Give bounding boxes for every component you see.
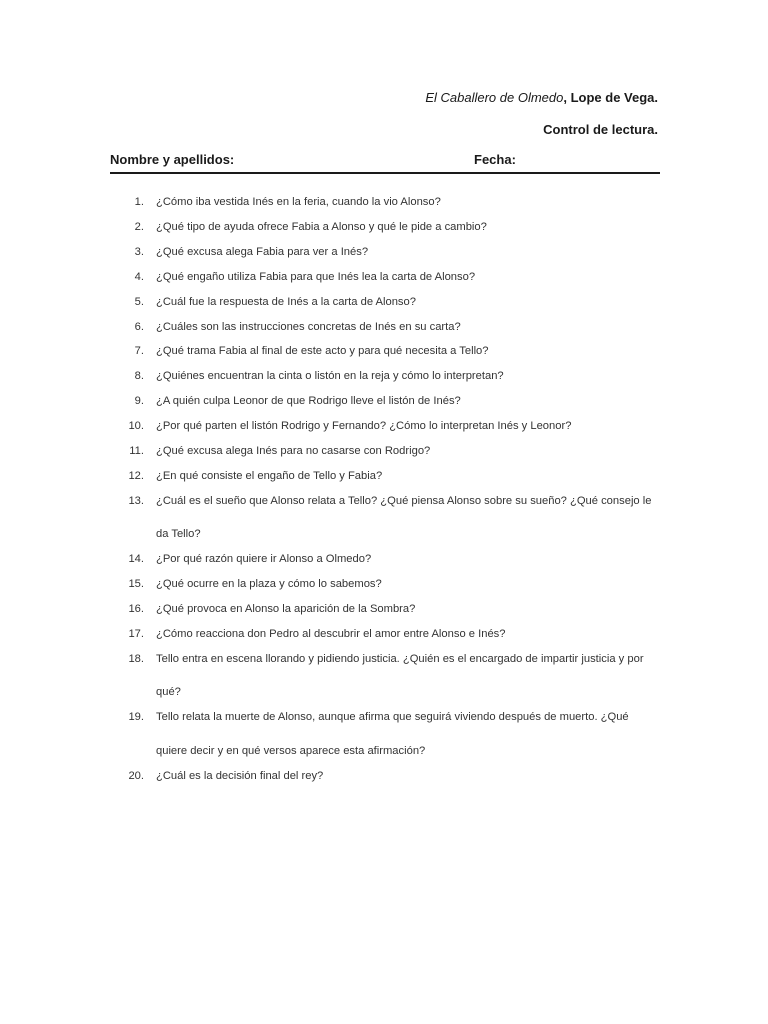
question-text: ¿Qué provoca en Alonso la aparición de la Sombra? <box>156 603 416 616</box>
question-number: 9. <box>134 395 144 408</box>
question-number: 1. <box>134 196 144 208</box>
question-item-20 <box>110 760 660 794</box>
question-number: 18. <box>128 652 144 665</box>
question-number: 19. <box>128 711 144 724</box>
question-number: 17. <box>128 628 144 640</box>
question-text: ¿Cómo iba vestida Inés en la feria, cuando la vio Alonso? <box>156 196 441 208</box>
question-text: ¿Qué engaño utiliza Fabia para que Inés lea la carta de Alonso? <box>156 270 476 283</box>
question-number: 14. <box>128 553 144 566</box>
question-number: 4. <box>134 270 144 283</box>
question-number: 12. <box>128 469 144 482</box>
question-number: 5. <box>134 295 144 308</box>
question-text: ¿Por qué razón quiere ir Alonso a Olmedo? <box>156 553 372 566</box>
document-title <box>425 90 658 105</box>
question-number: 10. <box>128 420 144 433</box>
question-text: ¿En qué consiste el engaño de Tello y Fabia? <box>156 469 383 482</box>
question-number: 8. <box>134 370 144 383</box>
question-text: Tello relata la muerte de Alonso, aunque afirma que seguirá viviendo después de muerto. ¿Qué quiere decir y en qué versos aparece esta afirmación? <box>156 711 629 757</box>
student-fields-line <box>110 152 660 174</box>
question-number: 13. <box>128 494 144 507</box>
question-text: Tello entra en escena llorando y pidiendo justicia. ¿Quién es el encargado de impartir justicia y por qué? <box>156 652 644 699</box>
question-list <box>110 186 660 793</box>
question-text: ¿A quién culpa Leonor de que Rodrigo lleve el listón de Inés? <box>156 395 461 408</box>
author-name: , Lope de Vega. <box>563 90 658 105</box>
question-item-13 <box>110 485 660 552</box>
question-text: ¿Qué tipo de ayuda ofrece Fabia a Alonso y qué le pide a cambio? <box>156 220 487 233</box>
question-text: ¿Cómo reacciona don Pedro al descubrir el amor entre Alonso e Inés? <box>156 628 506 640</box>
work-title: El Caballero de Olmedo <box>425 90 564 105</box>
question-text: ¿Qué excusa alega Inés para no casarse con Rodrigo? <box>156 445 431 458</box>
question-text: ¿Cuál fue la respuesta de Inés a la carta de Alonso? <box>156 295 416 308</box>
question-text: ¿Cuáles son las instrucciones concretas de Inés en su carta? <box>156 320 461 333</box>
date-field-label: Fecha: <box>474 152 516 167</box>
question-text: ¿Qué ocurre en la plaza y cómo lo sabemos? <box>156 578 382 591</box>
question-text: ¿Por qué parten el listón Rodrigo y Fernando? ¿Cómo lo interpretan Inés y Leonor? <box>156 420 572 433</box>
question-number: 2. <box>134 220 144 233</box>
question-item-19 <box>110 701 660 768</box>
question-text: ¿Quiénes encuentran la cinta o listón en la reja y cómo lo interpretan? <box>156 370 504 383</box>
question-number: 11. <box>129 445 144 458</box>
question-number: 15. <box>128 578 144 591</box>
document-subtitle: Control de lectura. <box>543 122 658 137</box>
question-number: 7. <box>134 345 144 358</box>
question-number: 16. <box>128 603 144 616</box>
question-text: ¿Qué trama Fabia al final de este acto y para qué necesita a Tello? <box>156 345 489 358</box>
question-item-18 <box>110 643 660 710</box>
question-number: 6. <box>134 320 144 333</box>
name-field-label: Nombre y apellidos: <box>110 152 235 167</box>
question-text: ¿Qué excusa alega Fabia para ver a Inés? <box>156 245 369 258</box>
question-text: ¿Cuál es el sueño que Alonso relata a Tello? ¿Qué piensa Alonso sobre su sueño? ¿Qué consejo le da Tello? <box>156 494 652 541</box>
question-number: 20. <box>128 769 144 782</box>
question-text: ¿Cuál es la decisión final del rey? <box>156 769 324 782</box>
question-number: 3. <box>134 245 144 258</box>
